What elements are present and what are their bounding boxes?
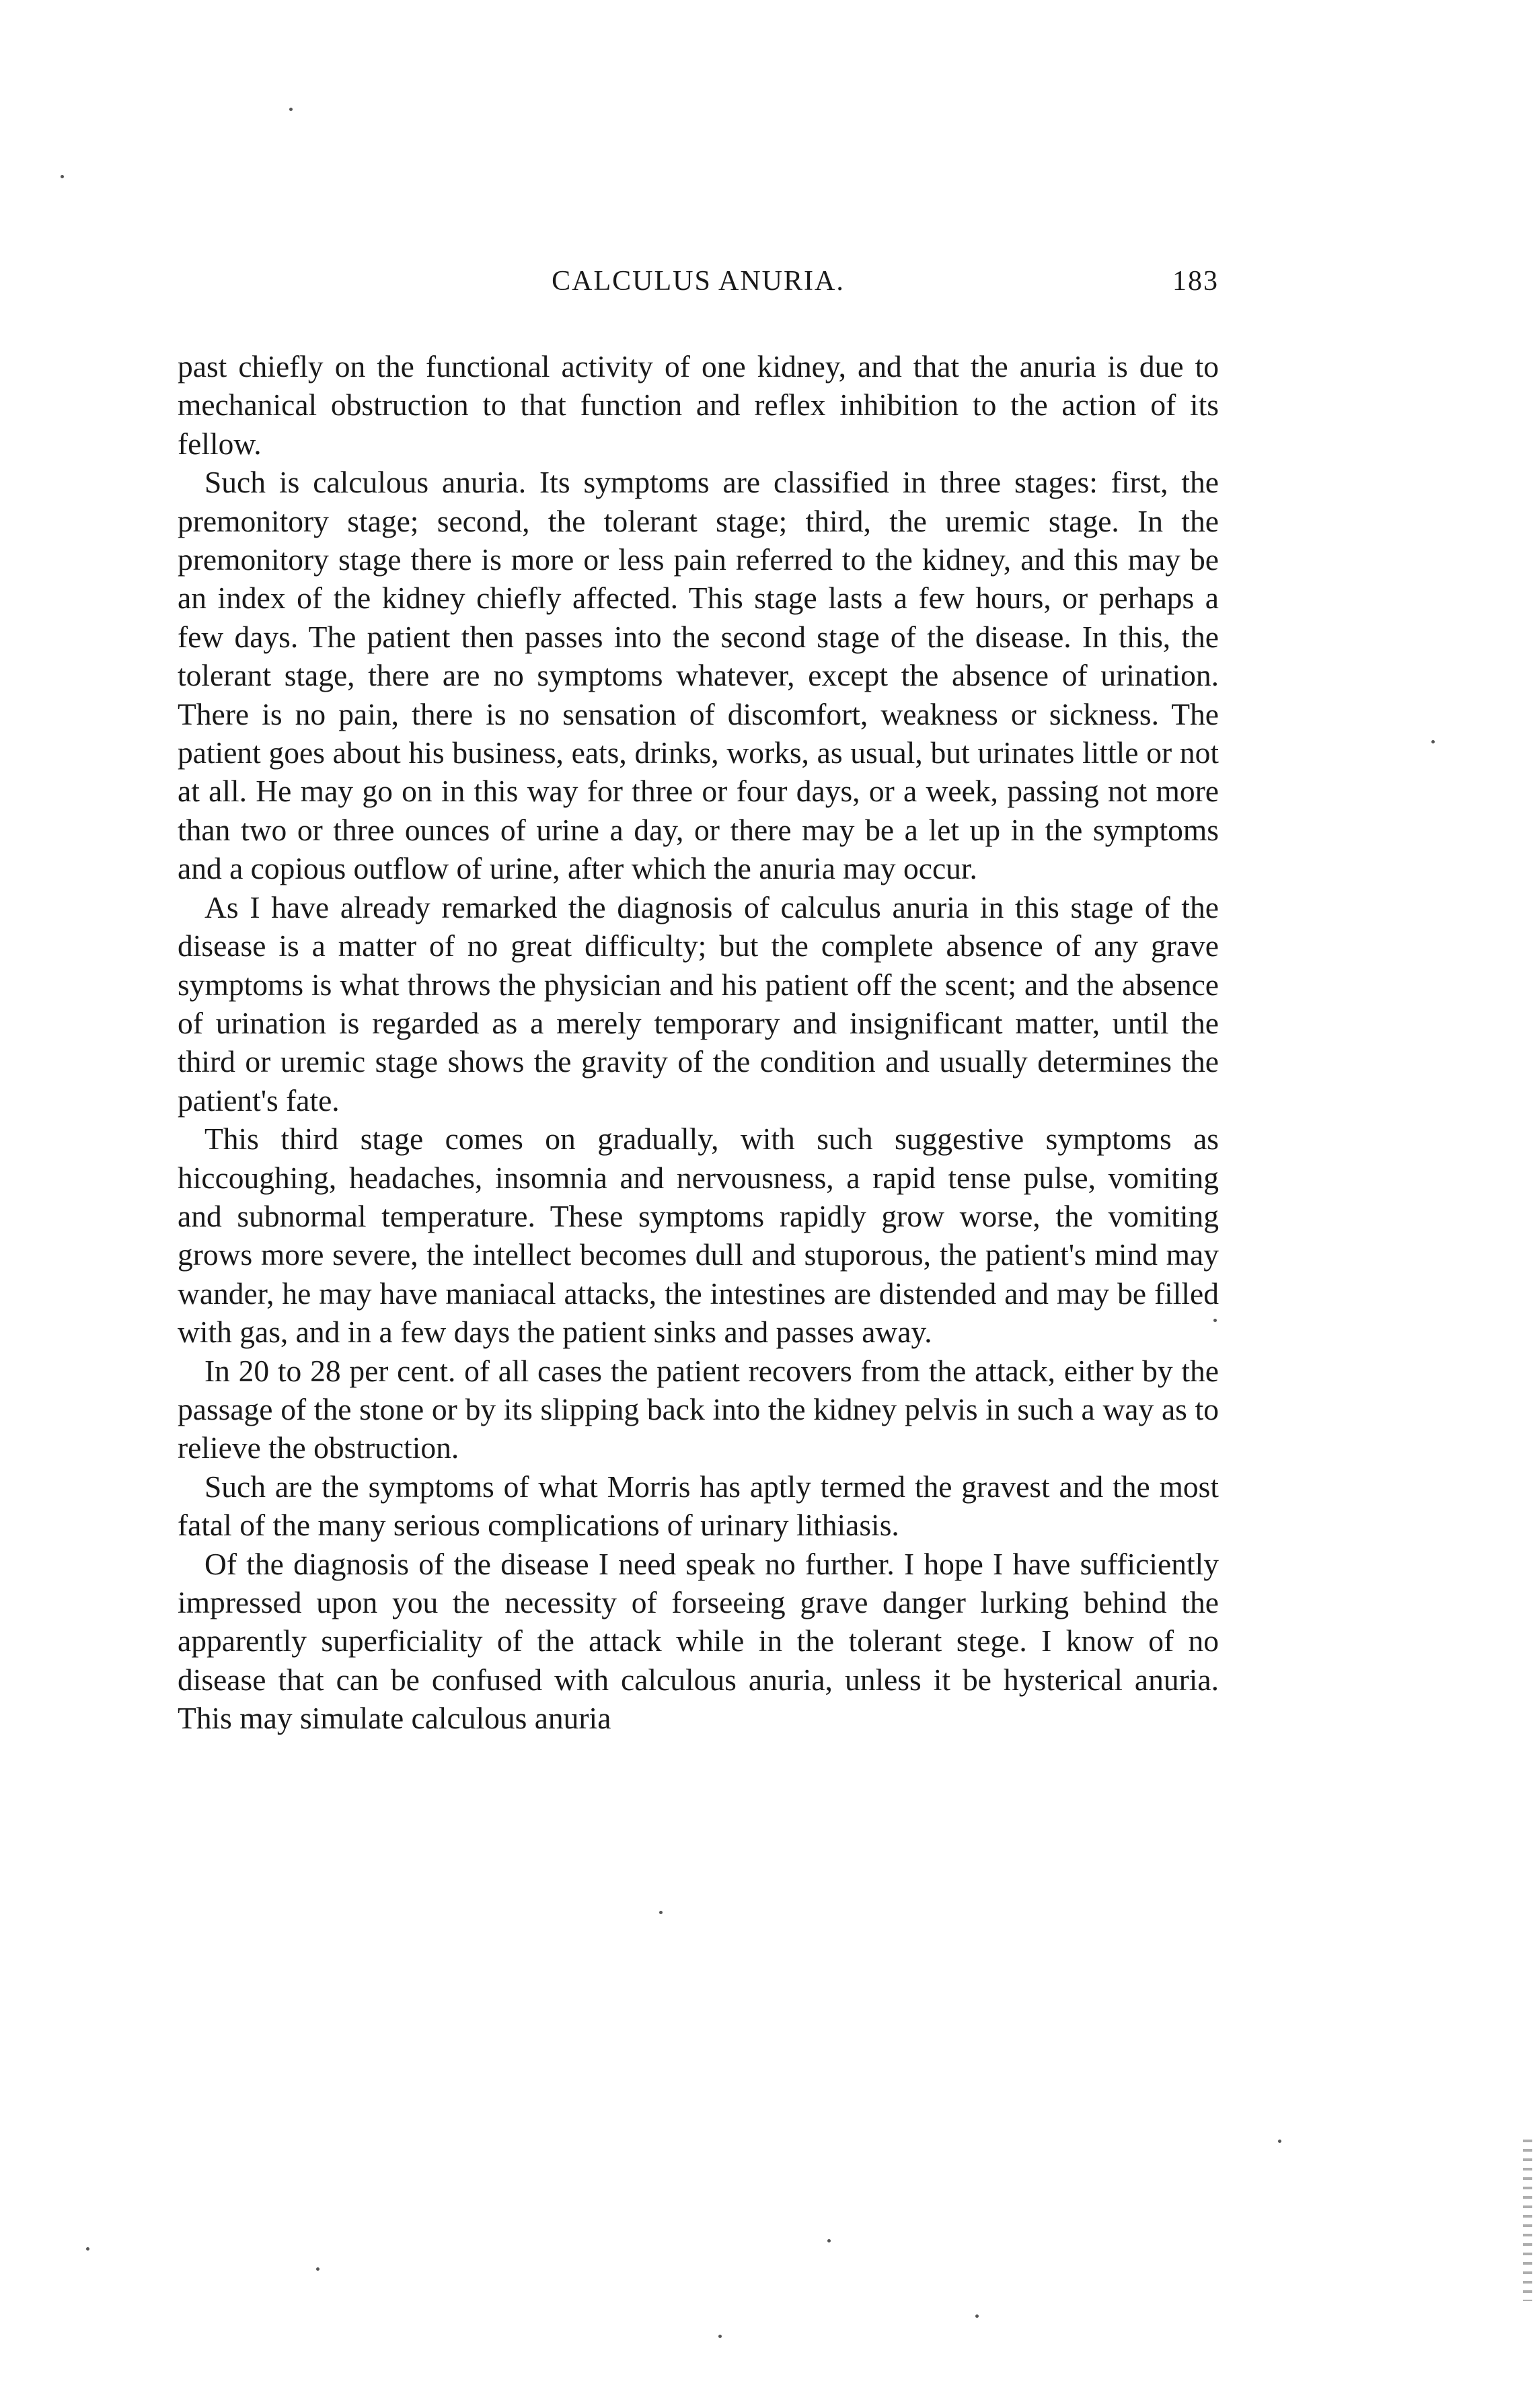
scan-speck (86, 2247, 89, 2251)
scan-speck (827, 2239, 831, 2242)
scan-speck (61, 175, 64, 178)
page-number: 183 (1172, 266, 1219, 297)
paragraph: As I have already remarked the diagnosis of calculus anuria in this stage of the disease is a matter of no great difficulty; but the complete absence of any grave symptoms is what throws the physician and his patient off the scent; and the absence of urination is regarded as a merely temporary and insignificant matter, until the third or uremic stage shows the gravity of the condition and usually determines the patient's fate. (178, 889, 1219, 1118)
scan-speck (975, 2314, 979, 2318)
scan-edge-mark (1523, 2140, 1532, 2301)
body-text (178, 347, 1219, 1738)
paragraph: This third stage comes on gradually, with such suggestive symptoms as hiccoughing, headaches, insomnia and nervousness, a rapid tense pulse, vomiting and subnormal temperature. These symptoms rapidly grow worse, the vomiting grows more severe, the intellect becomes dull and stuporous, the patient's mind may wander, he may have maniacal attacks, the intestines are distended and may be filled with gas, and in a few days the patient sinks and passes away. (178, 1122, 1219, 1350)
scan-speck (316, 2267, 320, 2271)
page-header (178, 261, 1219, 301)
scan-speck (1278, 2140, 1281, 2143)
scan-speck (718, 2335, 722, 2338)
paragraph: Such is calculous anuria. Its symptoms are classified in three stages: first, the premonitory stage; second, the tolerant stage; third, the uremic stage. In the premonitory stage there is more or less pain referred to the kidney, and this may be an index of the kidney chiefly affected. This stage lasts a few hours, or perhaps a few days. The patient then passes into the second stage of the disease. In this, the tolerant stage, there are no symptoms whatever, except the absence of urination. There is no pain, there is no sensation of discomfort, weakness or sickness. The patient goes about his business, eats, drinks, works, as usual, but urinates little or not at all. He may go on in this way for three or four days, or a week, passing not more than two or three ounces of urine a day, or there may be a let up in the symptoms and a copious outflow of urine, after which the anuria may occur. (178, 465, 1219, 886)
paragraph: Such are the symptoms of what Morris has aptly termed the gravest and the most fatal of the many serious complications of urinary lithiasis. (178, 1469, 1219, 1543)
scan-speck (1213, 1319, 1217, 1322)
paragraph: Of the diagnosis of the disease I need speak no further. I hope I have sufficiently impressed upon you the necessity of forseeing grave danger lurking behind the apparently superficiality of the attack while in the tolerant stege. I know of no disease that can be confused with calculous anuria, unless it be hysterical anuria. This may simulate calculous anuria (178, 1546, 1219, 1736)
running-title: CALCULUS ANURIA. (552, 266, 845, 297)
scan-speck (1431, 740, 1435, 743)
scan-speck (289, 108, 293, 111)
scan-speck (659, 1911, 663, 1914)
paragraph: In 20 to 28 per cent. of all cases the patient recovers from the attack, either by the passage of the stone or by its slipping back into the kidney pelvis in such a way as to relieve the obstruction. (178, 1353, 1219, 1465)
paragraph-continuation: past chiefly on the functional activity of one kidney, and that the anuria is due to mechanical obstruction to that function and reflex inhibition to the action of its fellow. (178, 349, 1219, 461)
